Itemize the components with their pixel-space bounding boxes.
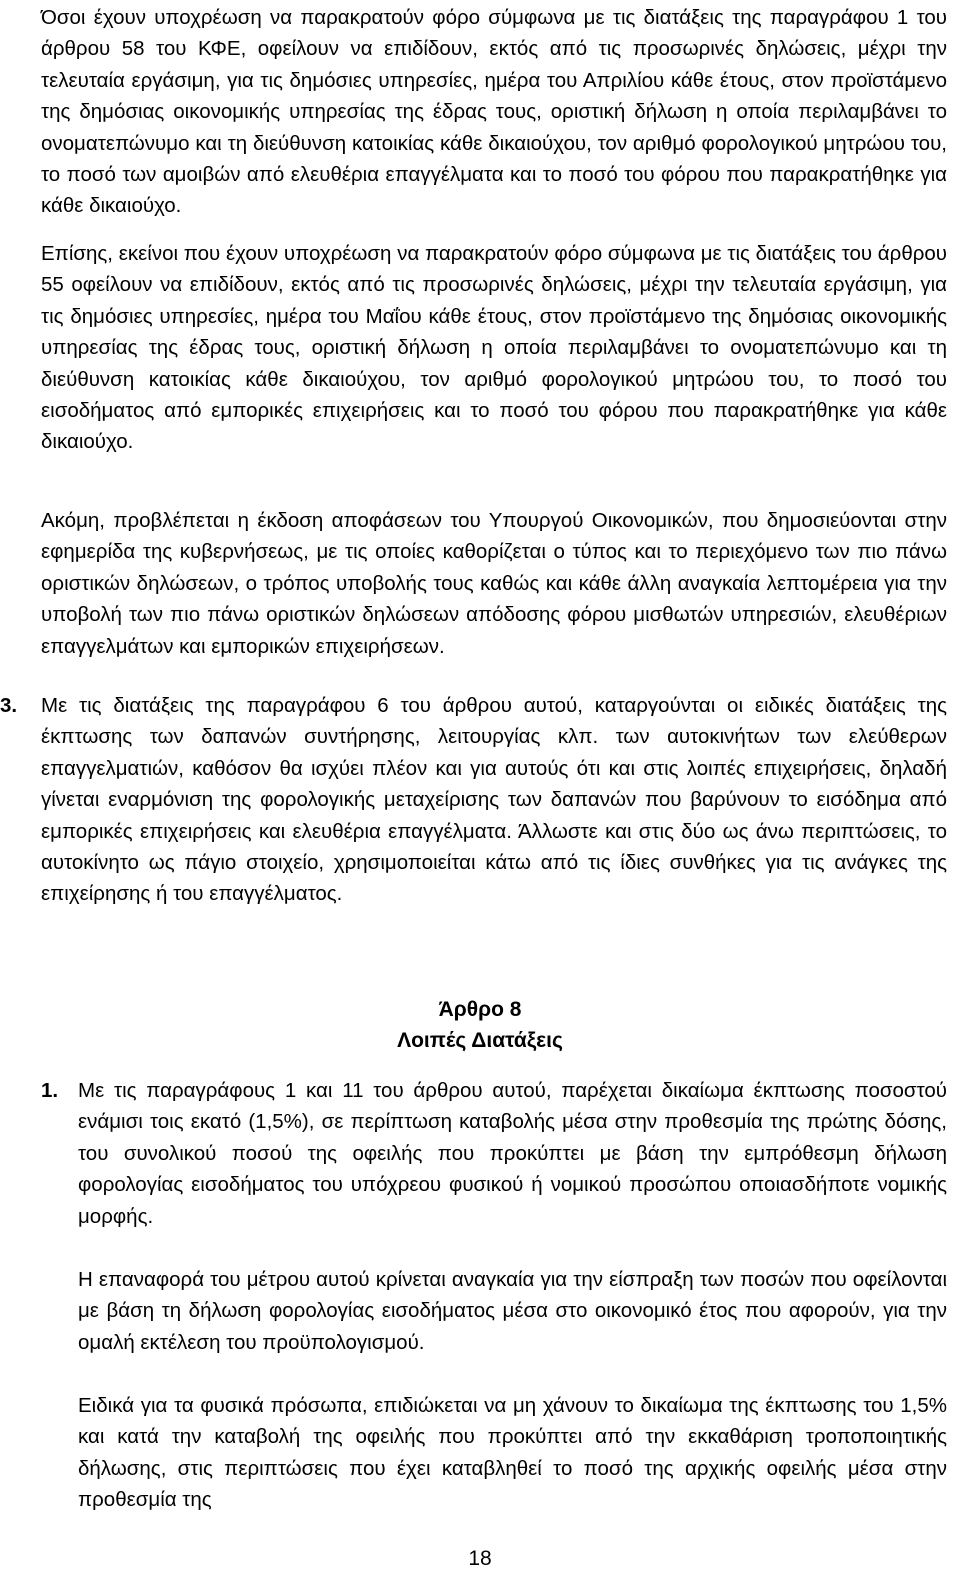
page-number: 18 bbox=[468, 1547, 492, 1570]
paragraph-measure-restoration: Η επαναφορά του μέτρου αυτού κρίνεται αναγκαία για την είσπραξη των ποσών που οφείλονται με βάση τη δήλωση φορολογίας εισοδήματος μέσα στο οικονομικό έτος που αφορούν, για την ομαλή εκτέλεση του προϋπολογισμού. bbox=[78, 1268, 947, 1354]
paragraph-final-declaration-article-55: Επίσης, εκείνοι που έχουν υποχρέωση να παρακρατούν φόρο σύμφωνα με τις διατάξεις του άρθρου 55 οφείλουν να επιδίδουν, εκτός από τις προσωρινές δηλώσεις, μέχρι την τελευταία εργάσιμη, για τις δημόσιες υπηρεσίες, ημέρα του Μαΐου κάθε έτους, στον προϊστάμενο της δημόσιας οικονομικής υπηρεσίας της έδρας τους, οριστική δήλωση η οποία περιλαμβάνει το ονοματεπώνυμο και τη διεύθυνση κατοικίας κάθε δικαιούχου, τον αριθμό φορολογικού μητρώου του, το ποσό του εισοδήματος από εμπορικές επιχειρήσεις και το ποσό του φόρου που παρακρατήθηκε για κάθε δικαιούχο. bbox=[41, 242, 947, 454]
paragraph-natural-persons: Ειδικά για τα φυσικά πρόσωπα, επιδιώκεται να μη χάνουν το δικαίωμα της έκπτωσης του 1,5% και κατά την καταβολή της οφειλής που προκύπτει από την εκκαθάριση τροποποιητικής δήλωσης, στις περιπτώσεις που έχει καταβληθεί το ποσό της αρχικής οφειλής μέσα στην προθεσμία της bbox=[78, 1394, 947, 1512]
paragraph-item-3: Με τις διατάξεις της παραγράφου 6 του άρθρου αυτού, καταργούνται οι ειδικές διατάξεις της έκπτωσης των δαπανών συντήρησης, λειτουργίας κλπ. των αυτοκινήτων των ελεύθερων επαγγελματιών, καθόσον θα ισχύει πλέον και για αυτούς ότι και στις λοιπές επιχειρήσεις, δηλαδή γίνεται εναρμόνιση της φορολογικής μεταχείρισης των δαπανών που βαρύνουν το εισόδημα από εμπορικές επιχειρήσεις και ελευθέρια επαγγέλματα. Άλλωστε και στις δύο ως άνω περιπτώσεις, το αυτοκίνητο ως πάγιο στοιχείο, χρησιμοποιείται κάτω από τις ίδιες συνθήκες για τις ανάγκες της επιχείρησης ή του επαγγέλματος. bbox=[41, 694, 947, 906]
paragraph-item-1: Με τις παραγράφους 1 και 11 του άρθρου αυτού, παρέχεται δικαίωμα έκπτωσης ποσοστού ενάμισι τοις εκατό (1,5%), σε περίπτωση καταβολής μέσα στην προθεσμία της πρώτης δόσης, του συνολικού ποσού της οφειλής που προκύπτει με βάση την εμπρόθεσμη δήλωση φορολογίας εισοδήματος του υπόχρεου φυσικού ή νομικού προσώπου οποιασδήποτε νομικής μορφής. bbox=[78, 1079, 947, 1228]
item-number-3: 3. bbox=[0, 694, 18, 717]
article-subtitle: Λοιπές Διατάξεις bbox=[397, 1029, 563, 1052]
item-number-1: 1. bbox=[41, 1079, 59, 1102]
paragraph-final-declaration-article-58: Όσοι έχουν υποχρέωση να παρακρατούν φόρο σύμφωνα με τις διατάξεις της παραγράφου 1 του άρθρου 58 του ΚΦΕ, οφείλουν να επιδίδουν, εκτός από τις προσωρινές δηλώσεις, μέχρι την τελευταία εργάσιμη, για τις δημόσιες υπηρεσίες, ημέρα του Απριλίου κάθε έτους, στον προϊστάμενο της δημόσιας οικονομικής υπηρεσίας της έδρας τους, οριστική δήλωση η οποία περιλαμβάνει το ονοματεπώνυμο και τη διεύθυνση κατοικίας κάθε δικαιούχου, τον αριθμό φορολογικού μητρώου του, το ποσό των αμοιβών από ελευθέρια επαγγέλματα και το ποσό του φόρου που παρακρατήθηκε για κάθε δικαιούχο. bbox=[41, 6, 947, 218]
article-title: Άρθρο 8 bbox=[438, 998, 522, 1021]
paragraph-ministerial-decisions: Ακόμη, προβλέπεται η έκδοση αποφάσεων του Υπουργού Οικονομικών, που δημοσιεύονται στην εφημερίδα της κυβερνήσεως, με τις οποίες καθορίζεται ο τύπος και το περιεχόμενο των πιο πάνω οριστικών δηλώσεων, ο τρόπος υποβολής τους καθώς και κάθε άλλη αναγκαία λεπτομέρεια για την υποβολή των πιο πάνω οριστικών δηλώσεων απόδοσης φόρου μισθωτών υπηρεσιών, ελευθέριων επαγγελμάτων και εμπορικών επιχειρήσεων. bbox=[41, 509, 947, 658]
